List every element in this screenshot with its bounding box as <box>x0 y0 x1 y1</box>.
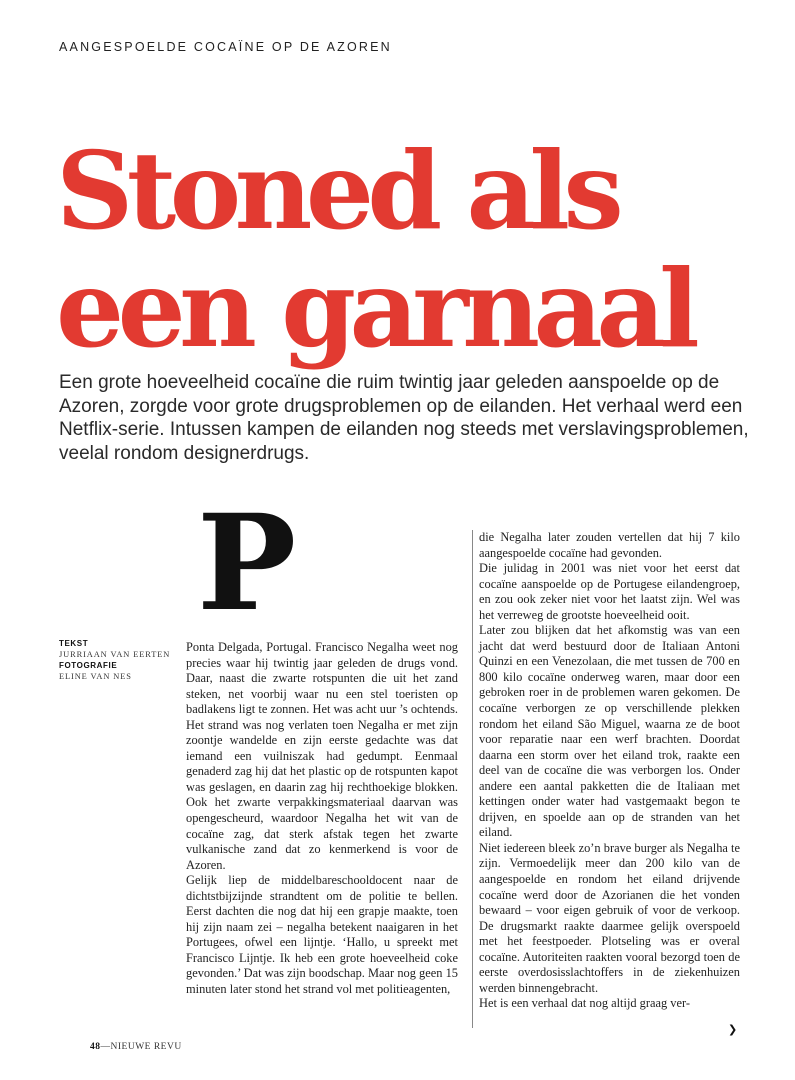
chevron-right-icon: ❯ <box>728 1023 738 1036</box>
section-kicker: AANGESPOELDE COCAÏNE OP DE AZOREN <box>59 40 392 54</box>
paragraph: Het is een verhaal dat nog altijd graag ver- <box>479 996 690 1011</box>
page-number: 48 <box>90 1042 101 1052</box>
magazine-name: NIEUWE REVU <box>110 1042 182 1052</box>
paragraph: Ponta Delgada, Portugal. Francisco Negalha weet nog precies waar hij twintig jaar geleden de drugs vond. Daar, naast die zwarte rotspunten die uit het zand steken, net voorbij waar nu een stel toeristen op badlakens ligt te zonnen. Het was acht uur ’s ochtends. Het strand was nog verlaten toen Negalha er met zijn zoontje wandelde en zijn eerste gedachte was dat iemand een vuilniszak had gedumpt. Eenmaal genaderd zag hij dat het plastic op de rotspunten kapot was geslagen, en daarin zag hij rechthoekige blokken. Ook het zwarte verpakkingsmateriaal daarvan was opengescheurd, waardoor Negalha het wit van de cocaïne zag, dat sterk afstak tegen het zwarte vulkanische zand dat zo kenmerkend is voor de Azoren. <box>186 640 458 872</box>
paragraph: Die julidag in 2001 was niet voor het eerst dat cocaïne aanspoelde op de Portugese eilandengroep, en zou ook zeker niet voor het laatst zijn. Wel was het verreweg de grootste hoeveelheid ooit. <box>479 561 740 622</box>
headline-line-2: een garnaal <box>56 247 694 372</box>
credit-text-name: JURRIAAN VAN EERTEN <box>59 650 171 659</box>
paragraph: Niet iedereen bleek zo’n brave burger als Negalha te zijn. Vermoedelijk meer dan 200 kilo van de aangespoelde en rondom het eiland drijvende cocaïne werd door de Azorianen die het vonden bewaard – voor eigen gebruik of voor de verkoop. De drugsmarkt raakte daarmee gelijk overspoeld met het feestpoeder. Plotseling was er overal cocaïne. Autoriteiten raakten vooral bezorgd toen de eerste overdosisslachtoffers in de ziekenhuizen werden binnengebracht. <box>479 840 740 995</box>
column-divider <box>472 530 473 1028</box>
intro-paragraph: Een grote hoeveelheid cocaïne die ruim twintig jaar geleden aanspoelde op de Azoren, zorgde voor grote drugsproblemen op de eilanden. Het verhaal werd een Netflix-serie. Intussen kampen de eilanden nog steeds met verslavingsproblemen, veelal rondom designerdrugs. <box>59 372 749 464</box>
headline-line-1: Stoned als <box>56 129 618 254</box>
page-folio <box>90 1042 182 1052</box>
credit-photo-name: ELINE VAN NES <box>59 672 132 681</box>
folio-separator: — <box>100 1042 111 1052</box>
paragraph: Gelijk liep de middelbareschooldocent naar de dichtstbijzijnde strandtent om de politie te bellen. Eerst dachten die nog dat hij een grapje maakte, toen hij zijn naam zei – negalha betekent naaigaren in het Portugees, ofwel een lijntje. ‘Hallo, u spreekt met Francisco Lijntje. Ik heb een grote hoeveelheid coke gevonden.’ Dat was zijn boodschap. Maar nog geen 15 minuten later stond het strand vol met politieagenten, <box>186 873 458 997</box>
paragraph: Later zou blijken dat het afkomstig was van een jacht dat werd bestuurd door de Italiaan Antoni Quinzi en een Venezolaan, die met tussen de 700 en 800 kilo cocaïne onderweg waren, maar door een gebroken roer in de problemen waren gekomen. De cocaïne verborgen ze op verschillende plekken rondom het eiland São Miguel, waarna ze de boot voor reparatie naar een werf brachten. Doordat daarna een storm over het eiland trok, raakte een deel van de cocaïne die was verborgen los. Onder andere een aantal pakketten die de Italiaan met kettingen onder water had vastgemaakt begon te drijven, en spoelde aan op de stranden van het eiland. <box>479 623 740 840</box>
article-column-1 <box>186 640 458 998</box>
headline <box>56 129 776 372</box>
paragraph: die Negalha later zouden vertellen dat hij 7 kilo aangespoelde cocaïne had gevonden. <box>479 530 740 560</box>
article-column-2 <box>479 530 740 1012</box>
drop-cap: P <box>197 486 297 641</box>
credits <box>59 638 170 682</box>
credit-photo-label: FOTOGRAFIE <box>59 661 118 670</box>
credit-text-label: TEKST <box>59 639 89 648</box>
